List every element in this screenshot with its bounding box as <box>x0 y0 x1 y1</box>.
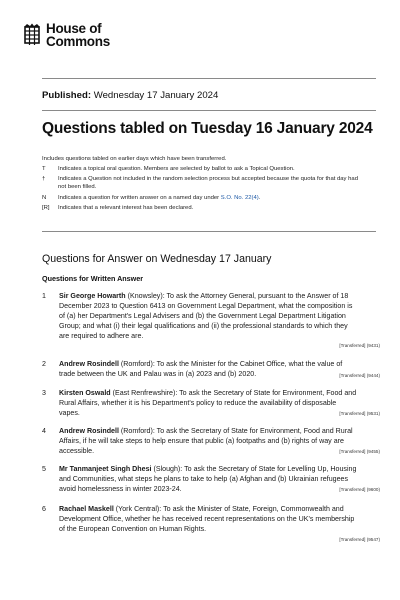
question-text: To ask the Minister of State, Foreign, Commonwealth and Development Office, whether he has received recent representations on the UK's membership of the European Convention on Human Rights. <box>59 505 355 533</box>
question-tag: [Transferred] (9600) <box>339 487 380 492</box>
question-number: 2 <box>42 360 46 368</box>
published-line <box>42 90 218 101</box>
question-number: 6 <box>42 505 46 513</box>
question-body <box>59 505 359 535</box>
question-tag: [Transferred] (9431) <box>339 343 380 348</box>
member-constituency: (East Renfrewshire): <box>112 389 178 397</box>
question-number: 3 <box>42 389 46 397</box>
question-tag: [Transferred] (9444) <box>339 373 380 378</box>
question-tag: [Transferred] (9547) <box>339 537 380 542</box>
question-body <box>59 389 359 419</box>
question-body <box>59 360 359 380</box>
subsection-heading: Questions for Written Answer <box>42 274 144 283</box>
divider-middle <box>42 110 376 111</box>
standing-order-link[interactable]: S.O. No. 22(4) <box>220 195 259 201</box>
member-constituency: (Romford): <box>120 427 155 435</box>
divider-top <box>42 78 376 79</box>
member-name: Kirsten Oswald <box>59 389 111 397</box>
question-tag: [Transferred] (9531) <box>339 411 380 416</box>
member-constituency: (York Central): <box>115 505 162 513</box>
question-number: 4 <box>42 427 46 435</box>
question-tag: [Transferred] (9455) <box>339 449 380 454</box>
published-label: Published: <box>42 90 92 101</box>
key-text <box>58 194 358 202</box>
key-symbol: † <box>42 176 46 182</box>
question-number: 1 <box>42 292 46 300</box>
logo-text-line1: House of <box>46 21 102 36</box>
question-number: 5 <box>42 465 46 473</box>
question-text: To ask the Attorney General, pursuant to the Answer of 18 December 2023 to Question 6413 on Government Legal Department, what the composition is of (a) her Department's Legal Advisers and (b) the Government Legal Department Litigation Group; and what (i) their legal qualifications and (ii) the professional standards to which they are required to adhere are. <box>59 292 353 340</box>
key-symbol: [R] <box>42 205 50 211</box>
question-text: To ask the Secretary of State for Environment, Food and Rural Affairs, if he will take steps to help ensure that public (a) footpaths and (b) rights of way are accessible. <box>59 427 353 455</box>
intro-note: Includes questions tabled on earlier days which have been transferred. <box>42 156 227 162</box>
divider-section <box>42 231 376 232</box>
key-text: Indicates a Question not included in the random selection process but accepted because the quota for that day had not been filled. <box>58 176 358 191</box>
question-body <box>59 292 359 342</box>
question-body <box>59 465 359 495</box>
key-text: Indicates that a relevant interest has been declared. <box>58 205 194 211</box>
logo-text-line2: Commons <box>46 34 110 49</box>
page-title: Questions tabled on Tuesday 16 January 2024 <box>42 120 373 137</box>
member-name: Andrew Rosindell <box>59 427 119 435</box>
member-name: Rachael Maskell <box>59 505 114 513</box>
house-of-commons-logo <box>22 22 110 48</box>
published-date: Wednesday 17 January 2024 <box>93 90 219 101</box>
key-text-before: Indicates a question for written answer on a named day under <box>58 195 221 201</box>
logo-wordmark <box>46 22 110 48</box>
question-text: To ask the Secretary of State for Levelling Up, Housing and Communities, what steps he plans to take to help (a) Afghan and (b) Ukrainian refugees avoid homelessness in winter 2023-24. <box>59 465 357 493</box>
portcullis-icon <box>22 23 42 47</box>
member-name: Sir George Howarth <box>59 292 126 300</box>
question-text: To ask the Minister for the Cabinet Office, what the value of trade between the UK and Palau was in (a) 2023 and (b) 2020. <box>59 360 343 378</box>
section-heading: Questions for Answer on Wednesday 17 January <box>42 253 272 265</box>
question-body <box>59 427 359 457</box>
question-text: To ask the Secretary of State for Environment, Food and Rural Affairs, whether it is his Department's policy to reduce the availability of disposable vapes. <box>59 389 357 417</box>
member-constituency: (Slough): <box>153 465 183 473</box>
member-constituency: (Romford): <box>120 360 155 368</box>
member-constituency: (Knowsley): <box>127 292 165 300</box>
key-text-after: . <box>258 195 261 201</box>
member-name: Andrew Rosindell <box>59 360 119 368</box>
member-name: Mr Tanmanjeet Singh Dhesi <box>59 465 152 473</box>
key-text: Indicates a topical oral question. Members are selected by ballot to ask a Topical Question. <box>58 166 295 172</box>
key-symbol: T <box>42 166 46 172</box>
key-symbol: N <box>42 195 47 201</box>
